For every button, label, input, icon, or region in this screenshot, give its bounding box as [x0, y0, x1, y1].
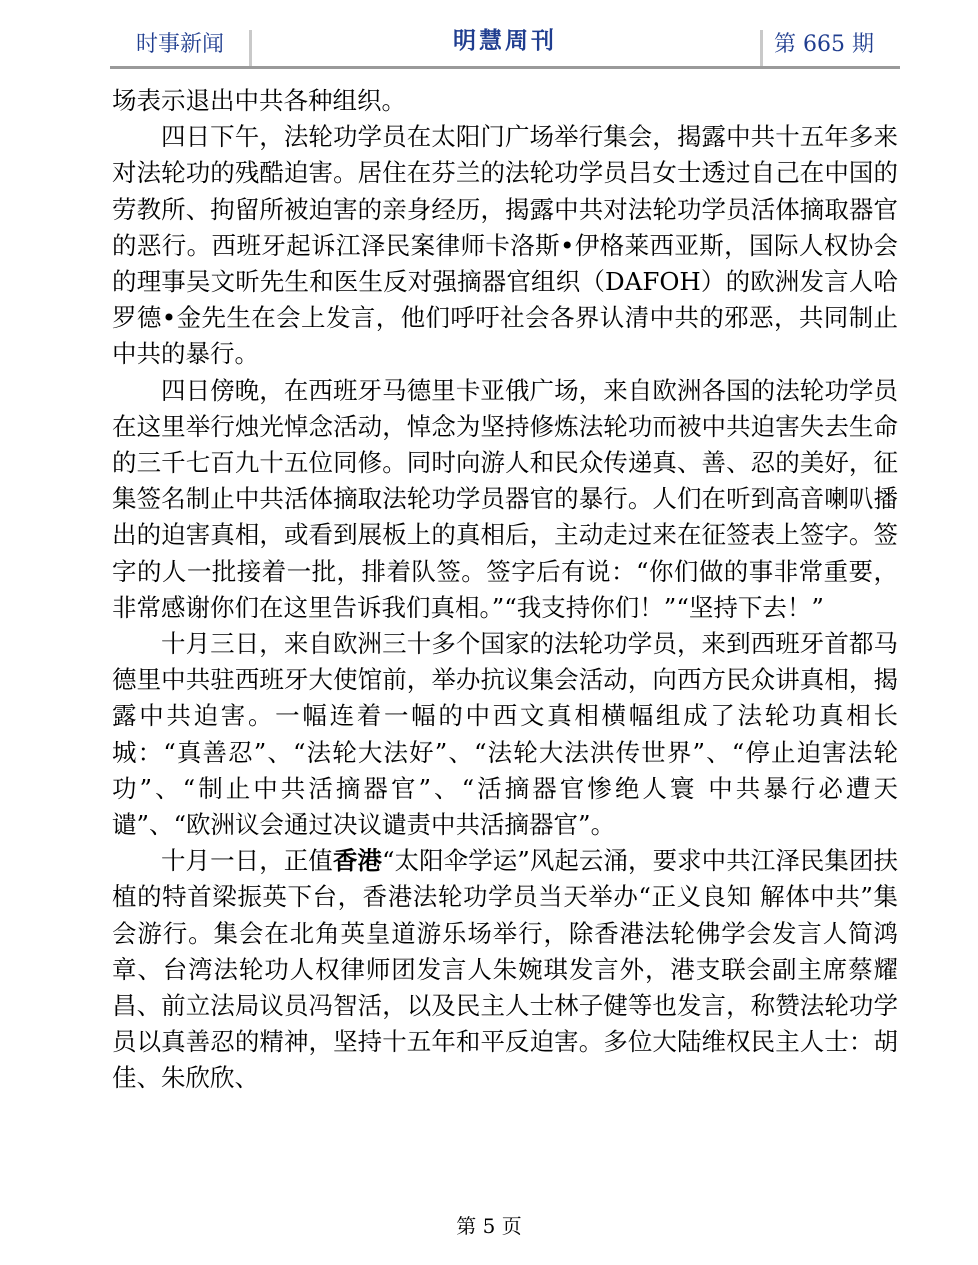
paragraph: 四日下午，法轮功学员在太阳门广场举行集会，揭露中共十五年多来对法轮功的残酷迫害。居住在芬兰的法轮功学员吕女士透过自己在中国的劳教所、拘留所被迫害的亲身经历，揭露中共对法轮功学员活体摘取器官的恶行。西班牙起诉江泽民案律师卡洛斯•伊格莱西亚斯，国际人权协会的理事吴文昕先生和医生反对强摘器官组织（DAFOH）的欧洲发言人哈罗德•金先生在会上发言，他们呼吁社会各界认清中共的邪恶，共同制止中共的暴行。 — [112, 122, 898, 369]
hong-kong-link[interactable]: 香港 — [332, 846, 382, 876]
paragraph: 四日傍晚，在西班牙马德里卡亚俄广场，来自欧洲各国的法轮功学员在这里举行烛光悼念活动，悼念为坚持修炼法轮功而被中共迫害失去生命的三千七百九十五位同修。同时向游人和民众传递真、善、忍的美好，征集签名制止中共活体摘取法轮功学员器官的暴行。人们在听到高音喇叭播出的迫害真相，或看到展板上的真相后，主动走过来在征签表上签字。签字的人一批接着一批，排着队签。签字后有说：“你们做的事非常重要，非常感谢你们在这里告诉我们真相。”“我支持你们！”“坚持下去！” — [112, 375, 898, 622]
header-rule — [110, 66, 900, 69]
issue-number: 第 665 期 — [774, 32, 874, 57]
paragraph-text: “太阳伞学运”风起云涌，要求中共江泽民集团扶植的特首梁振英下台，香港法轮功学员当天举办“正义良知 解体中共”集会游行。集会在北角英皇道游乐场举行，除香港法轮佛学会发言人简鸿章、台湾法轮功人权律师团发言人朱婉琪发言外，港支联会副主席蔡耀昌、前立法局议员冯智活，以及民主人士林子健等也发言，称赞法轮功学员以真善忍的精神，坚持十五年和平反迫害。多位大陆维权民主人士：胡佳、朱欣欣、 — [112, 846, 899, 1093]
section-label: 时事新闻 — [136, 32, 225, 57]
page-header — [110, 22, 900, 68]
paragraph — [112, 843, 898, 1096]
publication-title: 明慧周刊 — [453, 28, 557, 54]
article-body — [112, 83, 898, 1097]
page-number: 第 5 页 — [456, 1214, 522, 1238]
paragraph: 十月三日，来自欧洲三十多个国家的法轮功学员，来到西班牙首都马德里中共驻西班牙大使馆前，举办抗议集会活动，向西方民众讲真相，揭露中共迫害。一幅连着一幅的中西文真相横幅组成了法轮功真相长城：“真善忍”、“法轮大法好”、“法轮大法洪传世界”、“停止迫害法轮功”、“制止中共活摘器官”、“活摘器官惨绝人寰 中共暴行必遭天谴”、“欧洲议会通过决议谴责中共活摘器官”。 — [112, 629, 898, 840]
header-divider — [760, 30, 763, 66]
paragraph: 场表示退出中共各种组织。 — [112, 86, 406, 115]
paragraph-text: 十月一日，正值 — [161, 846, 333, 876]
